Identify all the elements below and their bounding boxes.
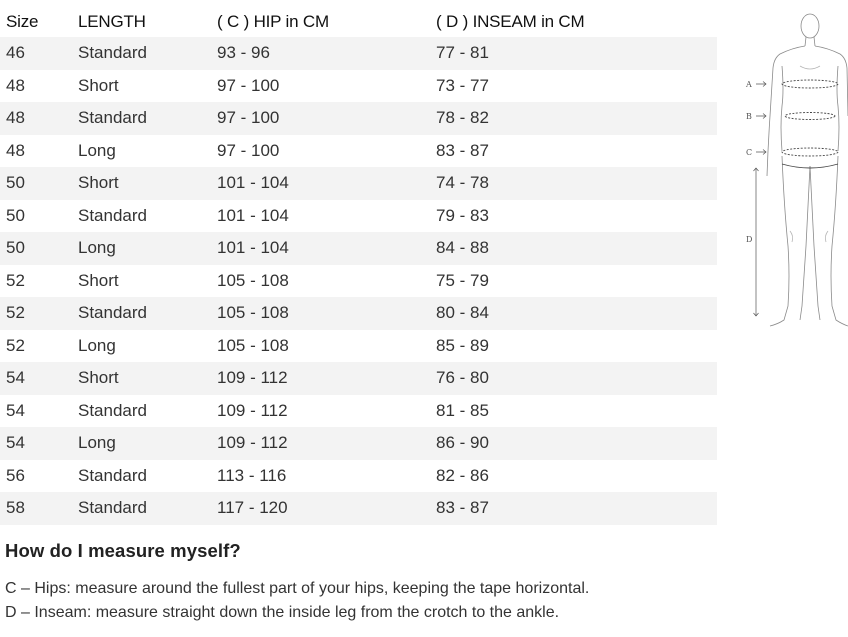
table-row — [0, 427, 717, 460]
table-row — [0, 330, 717, 363]
cell-size: 50 — [0, 167, 72, 200]
cell-size: 50 — [6, 205, 25, 225]
cell-hip: 105 - 108 — [217, 270, 289, 290]
cell-inseam: 79 - 83 — [436, 205, 489, 225]
cell-hip: 101 - 104 — [211, 232, 430, 265]
cell-length: Short — [78, 75, 119, 95]
cell-size: 46 — [0, 37, 72, 70]
cell-length: Standard — [78, 465, 147, 485]
cell-size: 52 — [6, 335, 25, 355]
cell-length: Long — [78, 140, 116, 160]
cell-size: 48 — [0, 102, 72, 135]
cell-size: 54 — [0, 362, 72, 395]
header-hip: ( C ) HIP in CM — [217, 11, 329, 31]
table-row — [0, 37, 717, 70]
cell-hip: 117 - 120 — [211, 492, 430, 525]
size-chart-table — [0, 6, 717, 525]
table-header-row — [0, 6, 717, 37]
cell-hip: 109 - 112 — [211, 427, 430, 460]
table-row — [0, 265, 717, 298]
table-row — [0, 135, 717, 168]
table-row — [0, 70, 717, 103]
cell-hip: 97 - 100 — [217, 75, 280, 95]
table-row — [0, 395, 717, 428]
cell-length: Long — [72, 427, 211, 460]
table-row — [0, 492, 717, 525]
header-size: Size — [6, 11, 39, 31]
cell-inseam: 77 - 81 — [430, 37, 717, 70]
cell-size: 56 — [6, 465, 25, 485]
cell-hip: 109 - 112 — [211, 362, 430, 395]
cell-inseam: 83 - 87 — [430, 492, 717, 525]
cell-inseam: 83 - 87 — [436, 140, 489, 160]
figure-label-c: C — [746, 148, 753, 157]
cell-size: 48 — [6, 75, 25, 95]
header-length: LENGTH — [78, 11, 146, 31]
cell-length: Short — [72, 362, 211, 395]
header-inseam: ( D ) INSEAM in CM — [436, 11, 585, 31]
cell-hip: 101 - 104 — [211, 167, 430, 200]
table-row — [0, 102, 717, 135]
figure-label-b: B — [746, 112, 752, 121]
cell-inseam: 80 - 84 — [430, 297, 717, 330]
cell-inseam: 85 - 89 — [436, 335, 489, 355]
cell-hip: 101 - 104 — [217, 205, 289, 225]
table-body — [0, 37, 717, 525]
cell-inseam: 84 - 88 — [430, 232, 717, 265]
cell-inseam: 78 - 82 — [430, 102, 717, 135]
cell-hip: 113 - 116 — [217, 465, 287, 485]
cell-inseam: 76 - 80 — [430, 362, 717, 395]
cell-hip: 93 - 96 — [211, 37, 430, 70]
cell-size: 48 — [6, 140, 25, 160]
cell-length: Short — [72, 167, 211, 200]
cell-inseam: 74 - 78 — [430, 167, 717, 200]
cell-length: Long — [78, 335, 116, 355]
cell-inseam: 81 - 85 — [436, 400, 489, 420]
cell-hip: 109 - 112 — [217, 400, 288, 420]
hips-instruction: C – Hips: measure around the fullest part of your hips, keeping the tape horizontal. — [5, 580, 590, 597]
cell-inseam: 82 - 86 — [436, 465, 489, 485]
cell-inseam: 73 - 77 — [436, 75, 489, 95]
measure-heading: How do I measure myself? — [5, 540, 241, 561]
cell-size: 54 — [0, 427, 72, 460]
cell-hip: 97 - 100 — [211, 102, 430, 135]
table-row — [0, 297, 717, 330]
inseam-instruction: D – Inseam: measure straight down the inside leg from the crotch to the ankle. — [5, 604, 560, 621]
cell-hip: 97 - 100 — [217, 140, 280, 160]
cell-size: 54 — [6, 400, 25, 420]
cell-length: Long — [72, 232, 211, 265]
cell-size: 52 — [6, 270, 25, 290]
cell-size: 50 — [0, 232, 72, 265]
cell-hip: 105 - 108 — [217, 335, 289, 355]
cell-length: Standard — [72, 37, 211, 70]
table-row — [0, 362, 717, 395]
table-row — [0, 200, 717, 233]
figure-label-d: D — [746, 235, 753, 244]
table-row — [0, 232, 717, 265]
body-measurement-figure-icon — [740, 6, 848, 330]
cell-length: Standard — [78, 400, 147, 420]
cell-length: Standard — [72, 297, 211, 330]
table-row — [0, 167, 717, 200]
cell-inseam: 86 - 90 — [430, 427, 717, 460]
cell-size: 58 — [0, 492, 72, 525]
cell-length: Standard — [72, 102, 211, 135]
cell-inseam: 75 - 79 — [436, 270, 489, 290]
cell-length: Standard — [72, 492, 211, 525]
cell-length: Short — [78, 270, 119, 290]
cell-length: Standard — [78, 205, 147, 225]
figure-label-a: A — [746, 80, 752, 89]
cell-size: 52 — [0, 297, 72, 330]
cell-hip: 105 - 108 — [211, 297, 430, 330]
table-row — [0, 460, 717, 493]
body-figure-svg — [740, 6, 848, 330]
